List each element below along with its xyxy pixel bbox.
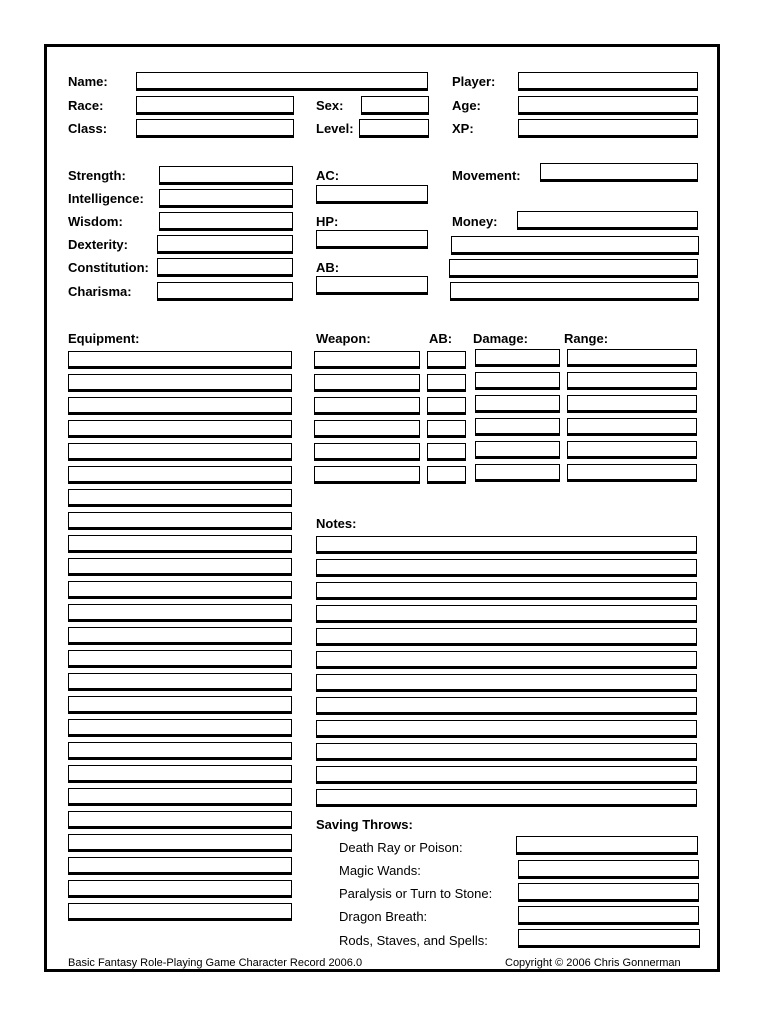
equipment-field[interactable] <box>68 466 292 482</box>
range-field[interactable] <box>567 372 697 388</box>
equipment-field[interactable] <box>68 627 292 643</box>
equipment-field[interactable] <box>68 903 292 919</box>
equipment-field[interactable] <box>68 420 292 436</box>
player-label: Player: <box>452 74 496 89</box>
range-label: Range: <box>564 331 609 346</box>
magic-wands-label: Magic Wands: <box>339 863 421 878</box>
ac-label: AC: <box>316 168 340 183</box>
dexterity-label: Dexterity: <box>68 237 128 252</box>
notes-field[interactable] <box>316 674 697 690</box>
damage-field[interactable] <box>475 395 560 411</box>
damage-field[interactable] <box>475 372 560 388</box>
dexterity-field[interactable] <box>157 235 293 252</box>
age-label: Age: <box>452 98 481 113</box>
sex-field[interactable] <box>361 96 429 113</box>
constitution-field[interactable] <box>157 258 293 275</box>
footer-copyright: Copyright © 2006 Chris Gonnerman <box>505 957 681 969</box>
weapon-ab-field[interactable] <box>427 420 466 436</box>
weapon-ab-column <box>427 351 466 489</box>
damage-field[interactable] <box>475 418 560 434</box>
range-column <box>567 349 697 487</box>
weapon-column <box>314 351 420 489</box>
wisdom-label: Wisdom: <box>68 214 123 229</box>
money-field[interactable] <box>517 211 698 228</box>
money-field-2[interactable] <box>451 236 699 253</box>
money-label: Money: <box>452 214 498 229</box>
ab-label: AB: <box>316 260 340 275</box>
notes-lines <box>316 536 697 812</box>
notes-label: Notes: <box>316 516 357 531</box>
intelligence-label: Intelligence: <box>68 191 144 206</box>
equipment-field[interactable] <box>68 351 292 367</box>
xp-label: XP: <box>452 121 474 136</box>
paralysis-field[interactable] <box>518 883 699 900</box>
weapon-field[interactable] <box>314 420 420 436</box>
sex-label: Sex: <box>316 98 344 113</box>
notes-field[interactable] <box>316 720 697 736</box>
notes-field[interactable] <box>316 536 697 552</box>
equipment-field[interactable] <box>68 604 292 620</box>
notes-field[interactable] <box>316 651 697 667</box>
ab-field[interactable] <box>316 276 428 293</box>
equipment-field[interactable] <box>68 857 292 873</box>
equipment-field[interactable] <box>68 696 292 712</box>
equipment-field[interactable] <box>68 397 292 413</box>
strength-label: Strength: <box>68 168 126 183</box>
money-field-3[interactable] <box>449 259 698 276</box>
name-label: Name: <box>68 74 108 89</box>
notes-field[interactable] <box>316 766 697 782</box>
damage-column <box>475 349 560 487</box>
notes-field[interactable] <box>316 697 697 713</box>
equipment-field[interactable] <box>68 489 292 505</box>
notes-field[interactable] <box>316 559 697 575</box>
equipment-list <box>68 351 292 926</box>
weapon-field[interactable] <box>314 397 420 413</box>
equipment-field[interactable] <box>68 719 292 735</box>
race-field[interactable] <box>136 96 294 113</box>
equipment-field[interactable] <box>68 581 292 597</box>
saving-throws-label: Saving Throws: <box>316 817 413 832</box>
charisma-field[interactable] <box>157 282 293 299</box>
weapon-ab-field[interactable] <box>427 351 466 367</box>
notes-field[interactable] <box>316 628 697 644</box>
equipment-field[interactable] <box>68 673 292 689</box>
notes-field[interactable] <box>316 743 697 759</box>
equipment-label: Equipment: <box>68 331 140 346</box>
weapon-ab-label: AB: <box>429 331 453 346</box>
equipment-field[interactable] <box>68 374 292 390</box>
notes-field[interactable] <box>316 789 697 805</box>
range-field[interactable] <box>567 395 697 411</box>
weapon-field[interactable] <box>314 351 420 367</box>
equipment-field[interactable] <box>68 535 292 551</box>
constitution-label: Constitution: <box>68 260 149 275</box>
damage-field[interactable] <box>475 349 560 365</box>
weapon-field[interactable] <box>314 374 420 390</box>
equipment-field[interactable] <box>68 880 292 896</box>
equipment-field[interactable] <box>68 834 292 850</box>
movement-label: Movement: <box>452 168 521 183</box>
age-field[interactable] <box>518 96 698 113</box>
level-label: Level: <box>316 121 354 136</box>
equipment-field[interactable] <box>68 765 292 781</box>
weapon-field[interactable] <box>314 466 420 482</box>
strength-field[interactable] <box>159 166 293 183</box>
death-ray-label: Death Ray or Poison: <box>339 840 463 855</box>
equipment-field[interactable] <box>68 558 292 574</box>
ac-field[interactable] <box>316 185 428 202</box>
weapon-ab-field[interactable] <box>427 466 466 482</box>
weapon-ab-field[interactable] <box>427 374 466 390</box>
damage-label: Damage: <box>473 331 528 346</box>
weapon-ab-field[interactable] <box>427 443 466 459</box>
paralysis-label: Paralysis or Turn to Stone: <box>339 886 493 901</box>
magic-wands-field[interactable] <box>518 860 699 877</box>
dragon-breath-label: Dragon Breath: <box>339 909 428 924</box>
damage-field[interactable] <box>475 464 560 480</box>
range-field[interactable] <box>567 441 697 457</box>
range-field[interactable] <box>567 349 697 365</box>
class-label: Class: <box>68 121 108 136</box>
hp-label: HP: <box>316 214 339 229</box>
equipment-field[interactable] <box>68 742 292 758</box>
weapon-field[interactable] <box>314 443 420 459</box>
level-field[interactable] <box>359 119 429 136</box>
charisma-label: Charisma: <box>68 284 132 299</box>
notes-field[interactable] <box>316 605 697 621</box>
range-field[interactable] <box>567 464 697 480</box>
range-field[interactable] <box>567 418 697 434</box>
rods-staves-spells-field[interactable] <box>518 929 700 946</box>
weapon-ab-field[interactable] <box>427 397 466 413</box>
equipment-field[interactable] <box>68 650 292 666</box>
name-field[interactable] <box>136 72 428 89</box>
xp-field[interactable] <box>518 119 698 136</box>
footer-title: Basic Fantasy Role-Playing Game Character Record 2006.0 <box>68 957 363 969</box>
damage-field[interactable] <box>475 441 560 457</box>
class-field[interactable] <box>136 119 294 136</box>
money-field-4[interactable] <box>450 282 699 299</box>
equipment-field[interactable] <box>68 512 292 528</box>
equipment-field[interactable] <box>68 788 292 804</box>
weapon-label: Weapon: <box>316 331 371 346</box>
player-field[interactable] <box>518 72 698 89</box>
rods-staves-spells-label: Rods, Staves, and Spells: <box>339 933 488 948</box>
hp-field[interactable] <box>316 230 428 247</box>
movement-field[interactable] <box>540 163 698 180</box>
intelligence-field[interactable] <box>159 189 293 206</box>
death-ray-field[interactable] <box>516 836 698 853</box>
race-label: Race: <box>68 98 104 113</box>
wisdom-field[interactable] <box>159 212 293 229</box>
equipment-field[interactable] <box>68 811 292 827</box>
notes-field[interactable] <box>316 582 697 598</box>
equipment-field[interactable] <box>68 443 292 459</box>
dragon-breath-field[interactable] <box>518 906 699 923</box>
